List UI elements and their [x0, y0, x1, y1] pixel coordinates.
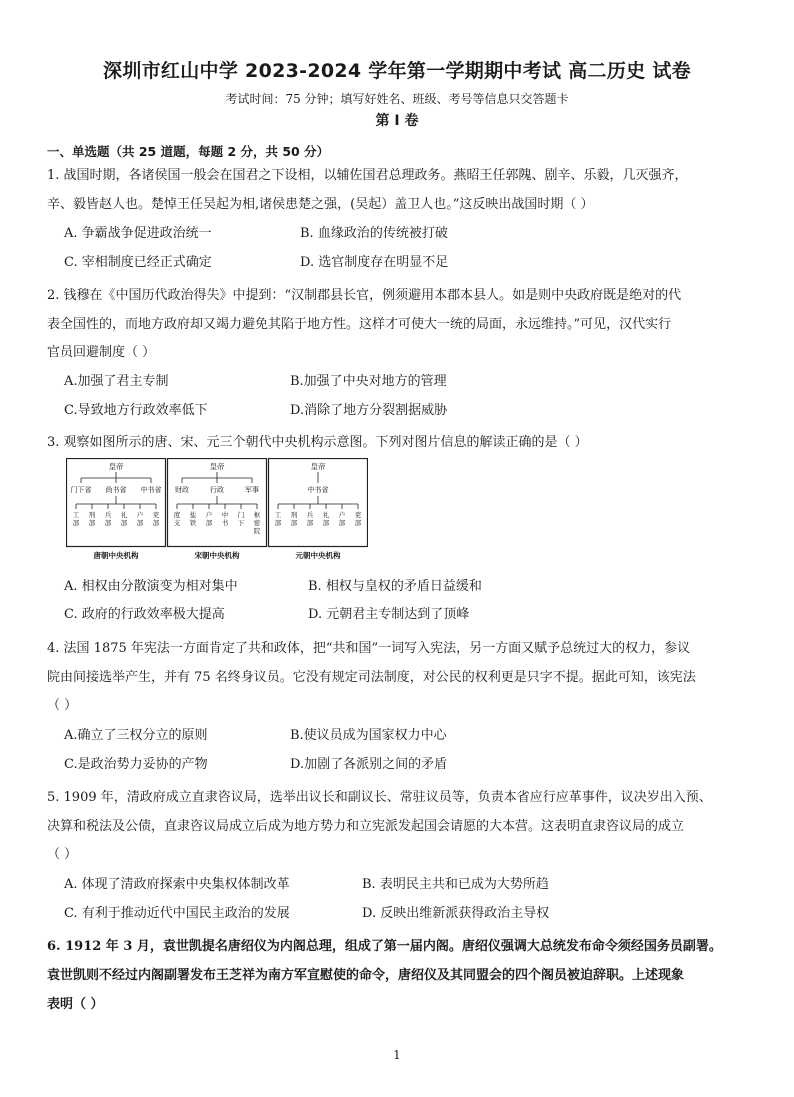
panel-2-dept-1-char-1: 部: [290, 519, 298, 527]
panel-1-dept-0-char-0: 度: [173, 511, 181, 519]
panel-2-dept-5-char-1: 部: [354, 519, 362, 527]
panel-0-emperor: 皇帝: [108, 462, 124, 471]
exam-title: 深圳市红山中学 2023-2024 学年第一学期期中考试 高二历史 试卷: [103, 60, 691, 82]
panel-0-dept-1-char-0: 刑: [88, 511, 96, 519]
panel-1-emperor: 皇帝: [209, 462, 225, 471]
panel-1-dept-3-char-0: 中: [221, 511, 229, 519]
question-6-line-1: 6. 1912 年 3 月，袁世凯提名唐绍仪为内阁总理，组成了第一届内阁。唐绍仪强调大总统发布命令须经国务员副署。: [47, 939, 722, 954]
panel-0-dept-2-char-1: 部: [104, 519, 112, 527]
panel-0-dept-3-char-1: 部: [120, 519, 128, 527]
panel-0-dept-5-char-1: 部: [152, 519, 160, 527]
panel-1-dept-5-char-1: 密: [253, 519, 261, 527]
panel-2-dept-2-char-1: 部: [306, 519, 314, 527]
section-heading: 一、单选题（共 25 道题，每题 2 分，共 50 分）: [47, 144, 330, 159]
central-institutions-diagram: [66, 458, 368, 564]
question-1-option-b[interactable]: B. 血缘政治的传统被打破: [300, 226, 448, 241]
panel-1-mid-2: 军事: [245, 486, 259, 494]
question-2-line-2: 表全国性的，而地方政府却又竭力避免其陷于地方性。这样才可使大一统的局面，永远维持。”可见，汉代实行: [47, 317, 672, 332]
question-3-option-a[interactable]: A. 相权由分散演变为相对集中: [64, 579, 238, 594]
panel-0-mid-1: 尚书省: [105, 486, 127, 494]
panel-2-emperor: 皇帝: [310, 462, 326, 471]
question-1-option-d[interactable]: D. 选官制度存在明显不足: [300, 255, 449, 270]
question-1-line-1: 1. 战国时期，各诸侯国一般会在国君之下设相，以辅佐国君总理政务。燕昭王任郭隗、剧辛、乐毅，几灭强齐，: [47, 168, 688, 183]
panel-0-dept-5-char-0: 吏: [152, 511, 160, 519]
panel-0-dept-4-char-1: 部: [136, 519, 144, 527]
panel-2-dept-4-char-1: 部: [338, 519, 346, 527]
panel-2-dept-5-char-0: 吏: [354, 511, 362, 519]
question-4-option-c[interactable]: C.是政治势力妥协的产物: [64, 757, 208, 772]
question-5-line-1: 5. 1909 年，清政府成立直隶咨议局，选举出议长和副议长、常驻议员等，负责本省应行应革事件，议决岁出入预、: [47, 790, 712, 805]
panel-2-dept-3-char-1: 部: [322, 519, 330, 527]
question-5-option-c[interactable]: C. 有利于推动近代中国民主政治的发展: [64, 906, 290, 921]
panel-0-dept-4-char-0: 户: [136, 511, 144, 519]
panel-1-dept-1-char-0: 盐: [189, 511, 197, 519]
panel-1-dept-1-char-1: 铁: [189, 519, 197, 527]
panel-2-dept-2-char-0: 兵: [306, 511, 314, 519]
panel-0-caption: 唐朝中央机构: [93, 551, 139, 560]
question-2-option-c[interactable]: C.导致地方行政效率低下: [64, 403, 208, 418]
question-1-option-a[interactable]: A. 争霸战争促进政治统一: [64, 226, 212, 241]
question-4-option-b[interactable]: B.使议员成为国家权力中心: [290, 728, 447, 743]
question-4-line-1: 4. 法国 1875 年宪法一方面肯定了共和政体，把“共和国”一词写入宪法，另一方面又赋予总统过大的权力，参议: [47, 641, 691, 656]
panel-0-mid-0: 门下省: [70, 486, 92, 494]
question-3-option-c[interactable]: C. 政府的行政效率极大提高: [64, 607, 225, 622]
panel-0-dept-0-char-1: 部: [72, 519, 80, 527]
question-4-option-d[interactable]: D.加剧了各派别之间的矛盾: [290, 757, 448, 772]
question-6-line-3: 表明（ ）: [47, 997, 104, 1012]
panel-1-dept-3-char-1: 书: [221, 519, 229, 527]
question-2-option-a[interactable]: A.加强了君主专制: [64, 374, 169, 389]
question-4-option-a[interactable]: A.确立了三权分立的原则: [64, 728, 208, 743]
question-3-option-d[interactable]: D. 元朝君主专制达到了顶峰: [308, 607, 470, 622]
question-1-line-2: 辛、毅皆赵人也。楚悼王任吴起为相,诸侯患楚之强，(吴起）盖卫人也。”这反映出战国时期（ ）: [47, 197, 594, 212]
question-3-option-b[interactable]: B. 相权与皇权的矛盾日益缓和: [308, 579, 482, 594]
panel-2-dept-1-char-0: 刑: [290, 511, 298, 519]
dynasty-diagram-svg: [66, 458, 368, 564]
panel-1-dept-4-char-0: 门: [237, 511, 245, 519]
question-6-line-2: 袁世凯则不经过内阁副署发布王芝祥为南方军宣慰使的命令，唐绍仪及其同盟会的四个阁员被迫辞职。上述现象: [47, 968, 685, 983]
question-4-line-3: （ ）: [47, 698, 78, 713]
panel-0-dept-0-char-0: 工: [72, 511, 80, 519]
panel-0-mid-2: 中书省: [140, 486, 162, 494]
panel-1-dept-5-char-0: 枢: [253, 511, 261, 519]
panel-2-mid-0: 中书省: [307, 486, 329, 494]
panel-1-dept-2-char-1: 部: [205, 519, 213, 527]
panel-1-caption: 宋朝中央机构: [194, 551, 240, 560]
panel-1-dept-4-char-1: 下: [237, 519, 245, 527]
panel-1-mid-1: 行政: [210, 486, 224, 494]
panel-2-dept-4-char-0: 户: [338, 511, 346, 519]
question-5-option-d[interactable]: D. 反映出维新派获得政治主导权: [362, 906, 550, 921]
question-2-line-3: 官员回避制度（ ）: [47, 345, 156, 360]
page-number: 1: [393, 1048, 401, 1062]
question-2-line-1: 2. 钱穆在《中国历代政治得失》中提到：“汉制郡县长官，例须避用本郡本县人。如是则中央政府既是绝对的代: [47, 288, 682, 303]
panel-1-mid-0: 财政: [175, 486, 189, 494]
panel-2-dept-0-char-1: 部: [274, 519, 282, 527]
question-2-option-d[interactable]: D.消除了地方分裂割据威胁: [290, 403, 448, 418]
panel-2-caption: 元朝中央机构: [295, 551, 341, 560]
question-5-option-b[interactable]: B. 表明民主共和已成为大势所趋: [362, 877, 549, 892]
panel-1-dept-0-char-1: 支: [173, 519, 181, 527]
question-1-option-c[interactable]: C. 宰相制度已经正式确定: [64, 255, 212, 270]
question-4-line-2: 院由间接选举产生，并有 75 名终身议员。它没有规定司法制度，对公民的权利更是只字不提。据此可知，该宪法: [47, 670, 696, 685]
exam-instructions: 考试时间：75 分钟；填写好姓名、班级、考号等信息只交答题卡: [225, 92, 569, 106]
question-5-line-2: 决算和税法及公债，直隶咨议局成立后成为地方势力和立宪派发起国会请愿的大本营。这表明直隶咨议局的成立: [47, 819, 685, 834]
question-5-option-a[interactable]: A. 体现了清政府探索中央集权体制改革: [64, 877, 290, 892]
panel-2-dept-3-char-0: 礼: [322, 511, 330, 519]
panel-2-dept-0-char-0: 工: [274, 511, 282, 519]
panel-1-dept-2-char-0: 户: [205, 511, 213, 519]
question-5-line-3: （ ）: [47, 847, 78, 862]
question-3-line-1: 3. 观察如图所示的唐、宋、元三个朝代中央机构示意图。下列对图片信息的解读正确的是（ ）: [47, 435, 588, 450]
volume-heading: 第 I 卷: [375, 113, 419, 129]
question-2-option-b[interactable]: B.加强了中央对地方的管理: [290, 374, 447, 389]
panel-0-dept-1-char-1: 部: [88, 519, 96, 527]
panel-1-dept-5-char-2: 院: [253, 527, 261, 535]
panel-0-dept-3-char-0: 礼: [120, 511, 128, 519]
panel-0-dept-2-char-0: 兵: [104, 511, 112, 519]
